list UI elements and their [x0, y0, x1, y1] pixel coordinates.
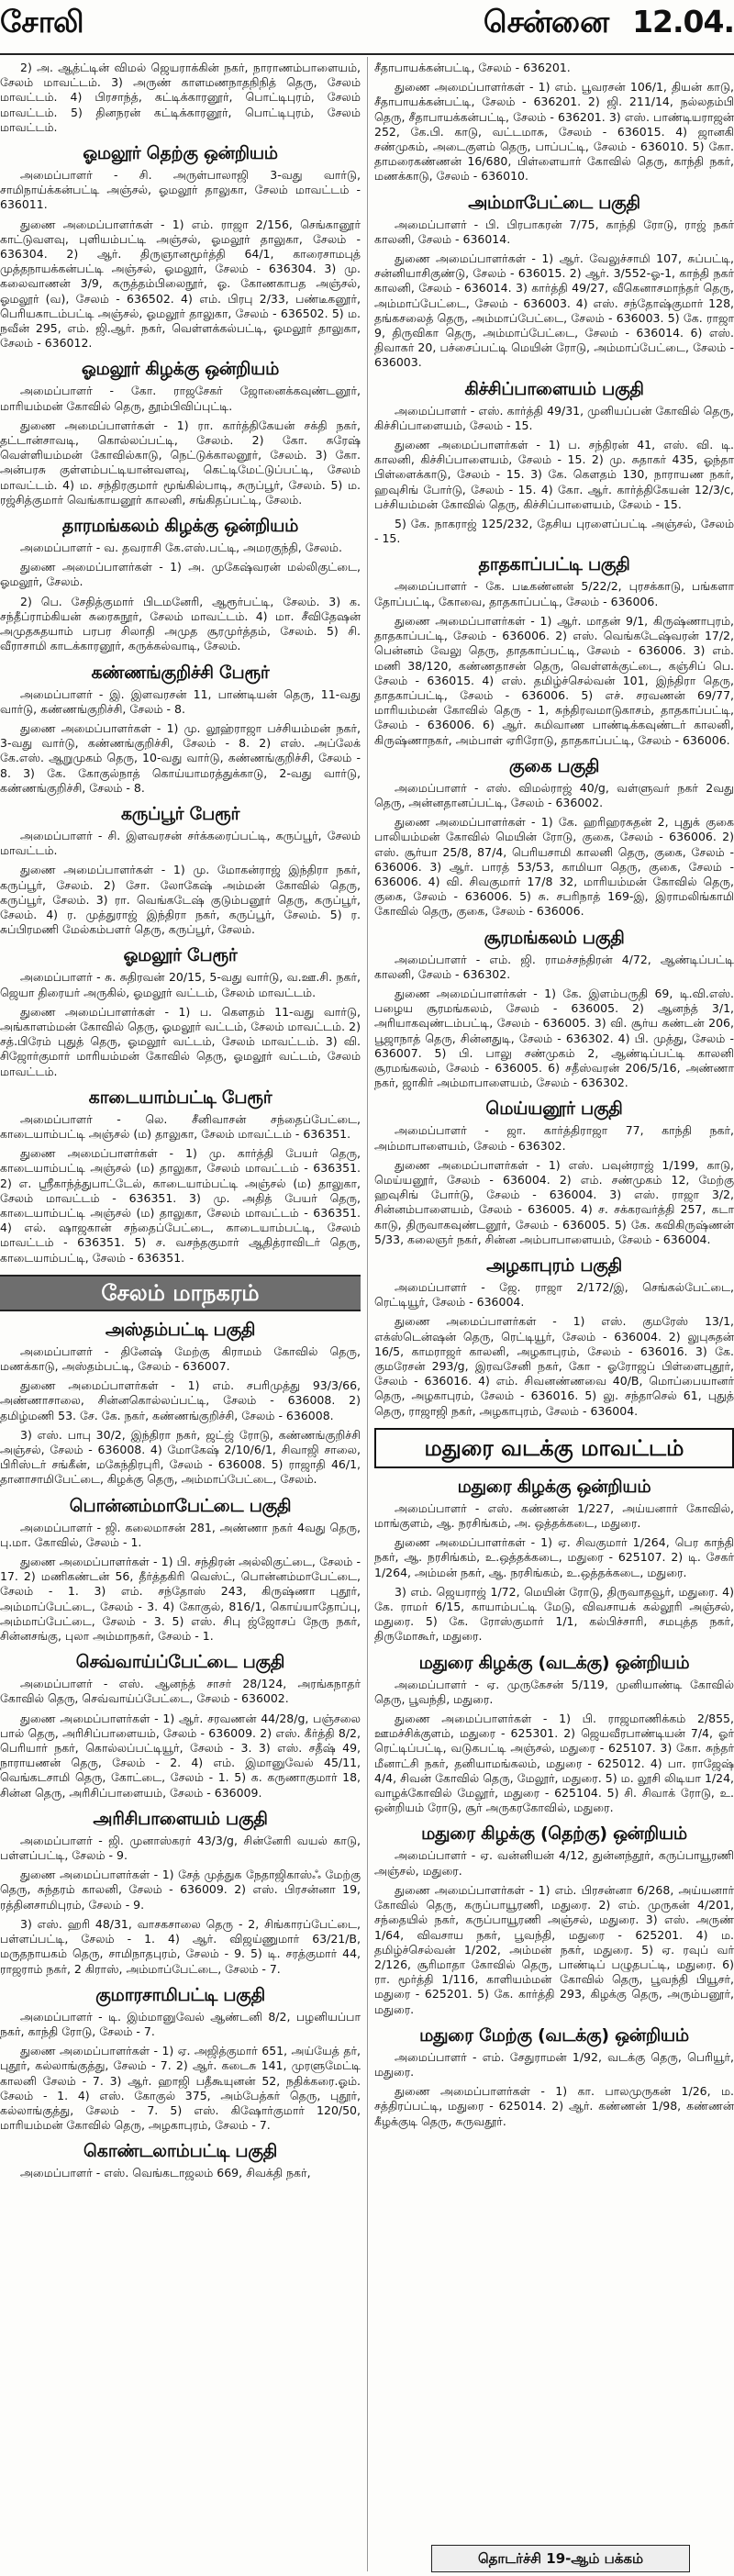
listing-paragraph: 3) எஸ். ஹரி 48/31, வாசகசாலை தெரு - 2, சிங்காரப்பேட்டை, பள்ளப்பட்டி, சேலம் - 1. 4) ஆர். விஜய்ணுமார் 63/21/B, மருதநாயகம் தெரு, சாமிநாதபுரம், சேலம் - 9. 5) டி. சரத்குமார் 44, ராஜராம் நகர், 2 கிராஸ், அம்மாப்பேட்டை, சேலம் - 7. [0, 1916, 361, 1976]
continuation-note: தொடர்ச்சி 19-ஆம் பக்கம் [431, 2545, 690, 2572]
section-heading: அரிசிபாளையம் பகுதி [93, 1808, 268, 1829]
listing-paragraph: அமைப்பாளர் - ஏ. வன்னியன் 4/12, துன்னந்தூர், கருப்பாயூரணி அஞ்சல், மதுரை. [374, 1848, 734, 1878]
listing-paragraph: துணை அமைப்பாளர்கள் - 1) மு. மோகன்ராஜ் இந்திரா நகர், கருப்பூர், சேலம். 2) சோ. லோகேஷ் அம்மன் கோவில் தெரு, கருப்பூர், சேலம். 3) ரா. வெங்கடேஷ் குடும்பனூர் தெரு, கருப்பூர், சேலம். 4) ர. முத்துராஜ் இந்திரா நகர், கருப்பூர், சேலம். 5) ர. சுப்பிரமணி மேல்கம்பளர் தெரு, கருப்பூர், சேலம். [0, 863, 361, 937]
listing-paragraph: துணை அமைப்பாளர்கள் - 1) ஏ. அஜித்குமார் 651, அய்யேத் தர், புதூர், கல்லாங்குத்து, சேலம் - 7. 2) ஆர். கடைசு 141, முரளுமேட்டி காலனி சேலம் - 7. 3) ஆர். ஹாஜி பதீகூயுனன் 52, நதிக்கரை.ஓம். சேலம் - 1. 4) எஸ். கோகுல் 375, அம்பேத்கர் தெரு, புதூர், கல்லாங்குத்து, சேலம் - 7. 5) எஸ். கிஷோர்குமார் 120/50, மாரியம்மன் கோவில் தெரு, அழகாபுரம், சேலம் - 7. [0, 2044, 361, 2133]
listing-paragraph: அமைப்பாளர் - எஸ். கார்த்தி 49/31, முனியப்பன் கோவில் தெரு, கிச்சிப்பாளையம், சேலம் - 15. [374, 403, 734, 432]
masthead [0, 0, 734, 55]
section-heading: சூரமங்கலம் பகுதி [484, 927, 625, 948]
listing-paragraph: துணை அமைப்பாளர்கள் - 1) கா. பாலமுருகன் 1/26, ம. சத்திரப்பட்டி, மதுரை - 625014. 2) ஆர். கண்ணன் 1/98, கண்ணன் கீழக்குடி தெரு, சுருவதூர். [374, 2084, 734, 2128]
listing-paragraph: 2) அ. ஆத்ட்டின் விமல் ஜெயராக்கின் நகர், நாராணம்பாளையம், சேலம் மாவட்டம். 3) அருண் காளமணநாதநிநித் தெரு, சேலம் மாவட்டம். 4) பிரசாந்த், கட்டிக்காரனூர், பொட்டிபுரம், சேலம் மாவட்டம். 5) தினநரன் கட்டிக்காரனூர், பொட்டிபுரம், சேலம் மாவட்டம். [0, 61, 361, 134]
listing-paragraph: அமைப்பாளர் - வ. தவராசி கே.எஸ்.பட்டி, அமரகுந்தி, சேலம். [20, 541, 342, 555]
listing-paragraph: அமைப்பாளர் - ஜி. முனாஸ்கரர் 43/3/g, சின்னேரி வயல் காடு, பள்ளப்பட்டி, சேலம் - 9. [0, 1833, 361, 1863]
listing-paragraph: அமைப்பாளர் - லெ. சீனிவாசன் சந்தைப்பேட்டை, காடையாம்பட்டி அஞ்சல் (ம) தாலுகா, சேலம் மாவட்டம் - 636351. [0, 1111, 361, 1141]
listing-paragraph: 2) பெ. சேதித்குமார் பிடமனேரி, ஆரூர்பட்டி, சேலம். 3) க. சந்தீப்ராம்கியன் சுரைசுநூர், சேலம் மாவட்டம். 4) மா. சீவிதேஷன் அமுதசுதயாம் பரபர சிலாதி அமுத சூரமுர்த்தம், சேலம். 5) சி. வீராசாமி காடக்காரனூர், கருக்கல்வாடி, சேலம். [0, 594, 361, 653]
listing-paragraph: அமைப்பாளர் - ஏ. முருகேசன் 5/119, முனியாண்டி கோவில் தெரு, பூவந்தி, மதுரை. [374, 1677, 734, 1706]
listing-paragraph: அமைப்பாளர் - தினேஷ் மேற்கு கிராமம் கோவில் தெரு, மணக்காடு, அஸ்தம்பட்டி, சேலம் - 636007. [0, 1344, 361, 1373]
listing-paragraph: அமைப்பாளர் - சு. சுதிரவன் 20/15, 5-வது வார்டு, வ.ஊ.சி. நகர், ஜெயா திரையர் அருகில், ஓமலூர் வட்டம், சேலம் மாவட்டம். [0, 970, 361, 999]
listing-paragraph: துணை அமைப்பாளர்கள் - 1) ஆர். சரவணன் 44/28/g, பஞ்சலை பால் தெரு, அரிசிப்பாளையம், சேலம் - 636009. 2) எஸ். கீர்த்தி 8/2, பெரியார் நகர், கொல்லப்பட்டியூர், சேலம் - 3. 3) எஸ். சதீஷ் 49, நாராயணன் தெரு, சேலம் - 2. 4) எம். இமானுவேல் 45/11, வெங்கடசாமி தெரு, கோட்டை, சேலம் - 1. 5) க. கருணாகுமார் 18, சின்ன தெரு, அரிசிப்பாளையம், சேலம் - 636009. [0, 1711, 361, 1800]
listing-paragraph: அமைப்பாளர் - சி. இளவரசன் சர்க்கரைப்பட்டி, கருப்பூர், சேலம் மாவட்டம். [0, 828, 361, 858]
listing-paragraph: துணை அமைப்பாளர்கள் - 1) சேத் முத்துக நேதாஜிகாஸ்ஃ மேற்கு தெரு, சுந்தரம் காலனி, சேலம் - 636009. 2) எஸ். பிரசன்னா 19, ரத்தினசாமிபுரம், சேலம் - 9. [0, 1868, 361, 1912]
listing-paragraph: துணை அமைப்பாளர்கள் - 1) ப. சந்திரன் 41, எஸ். வி. டி. காலனி, கிச்சிப்பாளையம், சேலம் - 15. 2) மு. சுதாகர் 435, ஓந்தா பிள்ளைக்காடு, சேலம் - 15. 3) கே. கௌதம் 130, நாராயண நகர், ஹவுசிங் போர்டு, சேலம் - 15. 4) கோ. ஆர். கார்த்திகேயன் 12/3/c, பச்சியம்மன் கோவில் தெரு, கிச்சிப்பாளையம், சேலம் - 15. [374, 438, 734, 511]
listing-paragraph: துணை அமைப்பாளர்கள் - 1) கே. ஹரிஹரசுதன் 2, புதுக் குகை பாலியம்மன் கோவில் மெயின் ரோடு, குகை, சேலம் - 636006. 2) எஸ். சூர்யா 25/8, 87/4, பெரியசாமி காலனி தெரு, குகை, சேலம் - 636006. 3) ஆர். பாரத் 53/53, காமியா தெரு, குகை, சேலம் - 636006. 4) வி. சிவகுமார் 17/8 32, மாரியம்மன் கோவில் தெரு, குகை, சேலம் - 636006. 5) சு. சபரிநாத் 169-இ, இராமலிங்காமி கோவில் தெரு, குகை, சேலம் - 636006. [374, 815, 734, 919]
section-heading: மெய்யனூர் பகுதி [485, 1098, 623, 1120]
section-heading: காடையாம்பட்டி பேரூர் [88, 1087, 272, 1108]
listing-paragraph: துணை அமைப்பாளர்கள் - 1) எம். சபரிமுத்து 93/3/66, அண்ணாசாலை, சின்னகொல்லப்பட்டி, சேலம் - 636008. 2) தமிழ்மணி 53. சே. கே. நகர், கண்ணங்குறிச்சி, சேலம் - 636008. [0, 1378, 361, 1422]
left-column [0, 61, 361, 2570]
section-heading: கண்ணங்குறிச்சி பேரூர் [91, 662, 270, 683]
listing-paragraph: அமைப்பாளர் - ஜி. கலைமாசன் 281, அண்ணா நகர் 4வது தெரு, பு.மா. கோவில், சேலம் - 1. [0, 1520, 361, 1549]
listing-paragraph: அமைப்பாளர் - எஸ். விமல்ராஜ் 40/g, வள்ளுவர் நகர் 2வது தெரு, அன்னதானப்பட்டி, சேலம் - 636002. [374, 780, 734, 809]
dateline [484, 4, 734, 44]
listing-paragraph: 3) எஸ். பாபு 30/2, இந்திரா நகர், ஜட்ஜ் ரோடு, கண்ணங்குறிச்சி அஞ்சல், சேலம் - 636008. 4) மோகேஷ் 2/10/6/1, சிவாஜி சாலை, பிரிஸ்டர் சங்கீன், மகேந்திரபுரி, சேலம் - 636008. 5) ராஜாதி 46/1, தானாசாமிபேட்டை, கிழக்கு தெரு, அம்மாப்பேட்டை, சேலம். [0, 1427, 361, 1487]
section-heading: குகை பகுதி [508, 755, 600, 776]
section-heading: அம்மாபேட்டை பகுதி [468, 192, 640, 213]
section-heading: அழகாபுரம் பகுதி [486, 1255, 622, 1276]
listing-paragraph: அமைப்பாளர் - எஸ். வெங்கடாஜலம் 669, சிவக்தி நகர், [20, 2166, 311, 2180]
listing-paragraph: துணை அமைப்பாளர்கள் - 1) மு. கார்த்தி பேயர் தெரு, காடையாம்பட்டி அஞ்சல் (ம) தாலுகா, சேலம் மாவட்டம் - 636351. 2) எ. ஸ்ரீகாந்த்துபாட்டேல், காடையாம்பட்டி அஞ்சல் (ம) தாலுகா, சேலம் மாவட்டம் - 636351. 3) மு. அதித் பேயர் தெரு, காடையாம்பட்டி அஞ்சல் (ம) தாலுகா, சேலம் மாவட்டம் - 636351. 4) எல். ஷாஜகான் சந்தைப்பேட்டை, காடையாம்பட்டி, சேலம் மாவட்டம் - 636351. 5) ச. வசந்தகுமார் ஆதித்ராவிடர் தெரு, காடையாம்பட்டி, சேலம் - 636351. [0, 1146, 361, 1265]
listing-paragraph: அமைப்பாளர் - கே. படீகண்னன் 5/22/2, புரசக்காடு, பங்களா தோப்பட்டி, கோவை, தாதகாப்பட்டி, சேலம் - 636006. [374, 579, 734, 608]
listing-paragraph: துணை அமைப்பாளர்கள் - 1) பி. ராஜமாணிக்கம் 2/855, ஊமச்சிக்குளம், மதுரை - 625301. 2) ஜெயவீரபாண்டியன் 7/4, ஓர் ரெட்டிப்பட்டி, வடுகபட்டி அஞ்சல், மதுரை - 625107. 3) கோ. சுந்தர் மீனாட்சி நகர், தனியாமங்கலம், மதுரை - 625012. 4) பா. ராஜேஷ் 4/4, சிவன் கோவில் தெரு, மேலூர், மதுரை. 5) ம. லூசி லிடியா 1/24, வாழக்கோவில் மேலூர், மதுரை - 625104. 5) சி. சிவாக் ரோடு, உ. ஒன்றியம் ரோடு, சூர் அருகரகோவில், மதுரை. [374, 1712, 734, 1815]
listing-paragraph: துணை அமைப்பாளர்கள் - 1) எம். பிரசன்னா 6/268, அய்யனார் கோவில் தெரு, கருப்பாயூரணி, மதுரை. 2) எம். முருகன் 4/201, சந்தையில் நகர், கருப்பாயூரணி அஞ்சல், மதுரை. 3) எஸ். அருண் 1/64, விவசாய நகர், பூவந்தி, மதுரை - 625201. 4) ம. தமிழ்ச்செல்வன் 1/202, அம்மன் நகர், மதுரை. 5) ஏ. ரவுப் வர் 2/126, சூரிமாதா கோவில் தெரு, பாண்டிப் பழுதபட்டி, மதுரை. 6) ரா. மூர்த்தி 1/116, காளியம்மன் கோவில் தெரு, பூவந்தி பியூசர், மதுரை - 625201. 5) கே. கார்த்தி 293, கிழக்கு தெரு, அரும்பனூர், மதுரை. [374, 1882, 734, 2016]
city-name: சென்னை [483, 4, 609, 39]
section-heading: தாதகாப்பட்டி பகுதி [478, 554, 630, 575]
listing-paragraph: அமைப்பாளர் - ஜே. ராஜா 2/172/இ, செங்கல்பேட்டை, ரெட்டியூர், சேலம் - 636004. [374, 1280, 734, 1310]
listing-paragraph: அமைப்பாளர் - சி. அருள்பாலாஜி 3-வது வார்டு, சாமிநாய்க்கன்பட்டி அஞ்சல், ஓமலூர் தாலுகா, சேலம் மாவட்டம் - 636011. [0, 168, 361, 212]
listing-paragraph: அமைப்பாளர் - பி. பிரபாகரன் 7/75, காந்தி ரோடு, ராஜ் நகர் காலனி, சேலம் - 636014. [374, 217, 734, 246]
section-heading: ஓமலூர் தெற்கு ஒன்றியம் [83, 143, 278, 164]
listing-paragraph: அமைப்பாளர் - எம். சேதுராமன் 1/92, வடக்கு தெரு, பெரியூர், மதுரை. [374, 2049, 734, 2079]
listing-paragraph: துணை அமைப்பாளர்கள் - 1) ரா. கார்த்திகேயன் சக்தி நகர், தட்டான்சாவடி, கொல்லப்பட்டி, சேலம். 2) கோ. சுரேஷ் வெள்ளியம்மன் கோவில்காடு, நெட்டுக்காலனூர், சேலம். 3) கோ. அன்பரசு குள்ளம்பட்டியான்வளவு, கெட்டிமேட்டுப்பட்டி, சேலம் மாவட்டம். 4) ம. சந்திரகுமார் மூங்கில்பாடி, சுருப்பூர், சேலம். 5) ம. ரஜ்சித்குமார் வெங்காயனூர் காலனி, சங்கிதப்பட்டி, சேலம். [0, 418, 361, 507]
section-heading: மதுரை மேற்கு (வடக்கு) ஒன்றியம் [419, 2024, 689, 2046]
section-heading: ஓமலூர் பேரூர் [123, 945, 238, 966]
listing-paragraph: அமைப்பாளர் - எஸ். கண்ணன் 1/227, அய்யனார் கோவில், மாங்குளம், ஆ. நரசிங்கம், அ. ஒத்தக்கடை, மதுரை. [374, 1500, 734, 1531]
section-heading: அஸ்தம்பட்டி பகுதி [105, 1319, 256, 1340]
district-banner: சேலம் மாநகரம் [0, 1275, 361, 1311]
section-heading: மதுரை கிழக்கு (தெற்கு) ஒன்றியம் [421, 1823, 687, 1845]
column-divider [367, 57, 368, 2571]
listing-paragraph: துணை அமைப்பாளர்கள் - 1) ஆர். மாதன் 9/1, கிருஷ்ணாபுரம், தாதகாப்பட்டி, சேலம் - 636006. 2) எஸ். வெங்கடேஷ்வரன் 17/2, பென்னம் வேலு தெரு, தாதகாப்பட்டி, சேலம் - 636006. 3) எம். மணி 38/120, கண்ணதாசன் தெரு, வெள்ளக்குட்டை, கஞ்சிப் பெ. சேலம் - 636015. 4) எஸ். தமிழ்ச்செல்வன் 101, இந்திரா தெரு, தாதகாப்பட்டி, சேலம் - 636006. 5) எச். சரவணன் 69/77, மாரியம்மன் கோவில் தெரு - 1, சுந்திரவமாடுகாசம், தாதகாப்பட்டி, சேலம் - 636006. 6) ஆர். சுமிவாண பாண்டிக்கவுண்டர் காலனி, கிருஷ்ணாநகர், அம்பாள் ஏரிரோடு, தாதகாப்பட்டி, சேலம் - 636006. [374, 613, 734, 747]
listing-paragraph: துணை அமைப்பாளர்கள் - 1) கே. இளம்பருதி 69, டி.வி.எஸ். பழைய சூரமங்கலம், சேலம் - 636005. 2) ஆனந்த் 3/1, அரியாகவுண்டம்பட்டி, சேலம் - 636005. 3) வி. சூர்ய கண்டன் 206, பூஜாநாத் தெரு, சின்னதுடி, சேலம் - 636302. 4) பி. முத்து, சேலம் - 636007. 5) பி. பாலு சண்முகம் 2, ஆண்டிப்பட்டி காலனி சூரமங்கலம், சேலம் - 636005. 6) சதீஸ்வரன் 206/5/16, அண்ணா நகர், ஜாகிர் அம்மாபாளையம், சேலம் - 636302. [374, 986, 734, 1090]
newspaper-name: சோலி [0, 4, 83, 39]
section-heading: மதுரை கிழக்கு (வடக்கு) ஒன்றியம் [418, 1652, 690, 1673]
section-heading: பொன்னம்மாபேட்டை பகுதி [69, 1495, 292, 1516]
listing-paragraph: சீதாபாயக்கன்பட்டி, சேலம் - 636201. [374, 61, 571, 74]
section-heading: மதுரை கிழக்கு ஒன்றியம் [457, 1476, 651, 1497]
section-heading: குமாரசாமிபட்டி பகுதி [95, 1984, 265, 2005]
listing-paragraph: அமைப்பாளர் - கோ. ராஜசேகர் ஜோனைக்கவுண்டனூர், மாரியம்மன் கோவில் தெரு, தூம்பிவிப்புட்டி. [0, 384, 361, 413]
listing-paragraph: அமைப்பாளர் - எஸ். ஆனந்த் சாசர் 28/124, அரங்கநாதர் கோவில் தெரு, செவ்வாய்ப்பேட்டை, சேலம் - 636002. [0, 1677, 361, 1706]
listing-paragraph: அமைப்பாளர் - ஜா. கார்த்திராஜா 77, காந்தி நகர், அம்மாபாளையம், சேலம் - 636302. [374, 1123, 734, 1153]
listing-paragraph: துணை அமைப்பாளர்கள் - 1) எஸ். குமரேஸ் 13/1, எக்ஸ்டென்ஷன் தெரு, ரெட்டியூர், சேலம் - 636004. 2) லுபுசுதன் 16/5, காமராஜர் காலனி, அழகாபுரம், சேலம் - 636016. 3) கே. குமரேசன் 293/g, இரவசேனி நகர், கோ - ஓரோஜப் பிள்ளைபுதூர், சேலம் - 636016. 4) எம். சிவனண்ணவை 40/B, மொப்பையானர் தெரு, அழகாபுரம், சேலம் - 636016. 5) லு. சந்தாசெல் 61, புதுத் தெரு, ராஜாஜி நகர், அழகாபுரம், சேலம் - 636004. [374, 1314, 734, 1418]
section-heading: தாரமங்கலம் கிழக்கு ஒன்றியம் [61, 516, 299, 537]
section-heading: செவ்வாய்ப்பேட்டை பகுதி [75, 1652, 285, 1673]
section-heading: கொண்டலாம்பட்டி பகுதி [83, 2141, 278, 2162]
listing-paragraph: துணை அமைப்பாளர்கள் - 1) ப. கௌதம் 11-வது வார்டு, அங்காளம்மன் கோவில் தெரு, ஓமலூர் வட்டம், சேலம் மாவட்டம். 2) சத்.பிரேம் புதுத் தெரு, ஓமலூர் வட்டம், சேலம் மாவட்டம். 3) வி. சிஜோர்குமார் மாரியம்மன் கோவில் தெரு, ஓமலூர் வட்டம், சேலம் மாவட்டம். [0, 1004, 361, 1078]
listing-paragraph: துணை அமைப்பாளர்கள் - 1) மு. லூஹ்ராஜா பச்சியம்மன் நகர், 3-வது வார்டு, கண்ணங்குறிச்சி, சேலம் - 8. 2) எஸ். அப்லேக் கே.எஸ். ஆறுமுகம் தெரு, 10-வது வார்டு, கண்ணங்குறிச்சி, சேலம் - 8. 3) கே. கோகுல்நாத் கொய்யாமரத்துக்காடு, 2-வது வார்டு, கண்ணங்குறிச்சி, சேலம் - 8. [0, 720, 361, 795]
listing-paragraph: அமைப்பாளர் - எம். ஜி. ராமச்சந்திரன் 4/72, ஆண்டிப்பட்டி காலனி, சேலம் - 636302. [374, 952, 734, 981]
right-column [374, 61, 734, 2570]
listing-paragraph: துணை அமைப்பாளர்கள் - 1) எம். ராஜா 2/156, செங்கானூர் காட்டுவளவு, புளியம்பட்டி அஞ்சல், ஓமலூர் தாலுகா, சேலம் - 636304. 2) ஆர். திருஞானமூர்த்தி 64/1, காரைசாமபுத் முத்தநாயக்கன்பட்டி அஞ்சல், ஓமலூர், சேலம் - 636304. 3) மு. கலைவாணன் 3/9, கருத்தம்பிலைநூர், ஓ. கோணகாபத அஞ்சல், ஓமலூர் (வ), சேலம் - 636502. 4) எம். பிரபு 2/33, பண்டீகனூர், பெரியகாடம்பட்டி அஞ்சல், ஓமலூர் தாலுகா, சேலம் - 636502. 5) ம. நவீன் 295, எம். ஜி.ஆர். நகர், வெள்ளக்கல்பட்டி, ஓமலூர் தாலுகா, சேலம் - 636012. [0, 217, 361, 351]
listing-paragraph: 5) கே. நாகராஜ் 125/232, தேசிய புரளைப்பட்டி அஞ்சல், சேலம் - 15. [374, 517, 734, 546]
section-heading: கருப்பூர் பேரூர் [120, 803, 240, 824]
district-box-heading: மதுரை வடக்கு மாவட்டம் [374, 1428, 734, 1468]
issue-date: 12.04. [632, 4, 734, 39]
listing-paragraph: துணை அமைப்பாளர்கள் - 1) எம். பூவரசன் 106/1, தியன் காடு, சீதாபாயக்கன்பட்டி, சேலம் - 636201. 2) ஜி. 211/14, நல்லதம்பி தெரு, சீதாபாயக்கன்பட்டி, சேலம் - 636201. 3) எஸ். பாண்டியராஜன் 252, கே.பி. காடு, வட்டமாசு, சேலம் - 636015. 4) ஜானகி சண்முகம், அடைகுளம் தெரு, பாப்பட்டி, சேலம் - 636010. 5) கோ. தாமரைகண்ணன் 16/680, பிள்ளையார் கோவில் தெரு, காந்தி நகர், மணக்காடு, சேலம் - 636010. [374, 80, 734, 184]
listing-paragraph: துணை அமைப்பாளர்கள் - 1) பி. சந்திரன் அல்லிகுட்டை, சேலம் - 17. 2) மணிகண்டன் 56, தீர்த்தகிரி வெஸ்ட், பொன்னம்மாபேட்டை, சேலம் - 1. 3) எம். சந்தோஸ் 243, கிருஷ்ணா புதூர், அம்மாப்பேட்டை, சேலம் - 3. 4) கோகுல், 816/1, கொய்யாதோப்பு, அம்மாப்பேட்டை, சேலம் - 3. 5) எஸ். சிபு ஜ்ஜோசப் நேரு நகர், சின்னசங்கு, புலா அம்மாநகர், சேலம் - 1. [0, 1555, 361, 1644]
listing-paragraph: துணை அமைப்பாளர்கள் - 1) ஏ. சிவகுமார் 1/264, பெர காந்தி நகர், ஆ. நரசிங்கம், உ.ஒத்தக்கடை, மதுரை - 625107. 2) டி. சேகர் 1/264, அம்மன் நகர், ஆ. நரசிங்கம், உ.ஒத்தக்கடை, மதுரை. [374, 1535, 734, 1579]
listing-paragraph: அமைப்பாளர் - டி. இம்மானுவேல் ஆண்டனி 8/2, பழனியப்பா நகர், காந்தி ரோடு, சேலம் - 7. [0, 2009, 361, 2038]
section-heading: கிச்சிப்பாளையம் பகுதி [464, 378, 644, 399]
section-heading: ஓமலூர் கிழக்கு ஒன்றியம் [81, 359, 280, 380]
listing-paragraph: துணை அமைப்பாளர்கள் - 1) எஸ். பவுன்ராஜ் 1/199, காடு, மெய்யனூர், சேலம் - 636004. 2) எம். சண்முகம் 12, மேற்கு ஹவுசிங் போர்டு, சேலம் - 636004. 3) எஸ். ராஜா 3/2, சின்னம்பாளையம், சேலம் - 636005. 4) ச. சக்கரவர்த்தி 257, கடா காடு, திருவாகவுண்டனூர், சேலம் - 636005. 5) கே. கவிகிருஷ்ணன் 5/33, கலைஞர் நகர், சின்ன அம்பாபாளையம், சேலம் - 636004. [374, 1157, 734, 1246]
listing-paragraph: 3) எம். ஜெயராஜ் 1/72, மெயின் ரோடு, திருவாதவூர், மதுரை. 4) கே. ராமர் 6/15, காயாம்பட்டி மேடு, விவசாயக் கல்லூரி அஞ்சல், மதுரை. 5) கே. ரோஸ்குமார் 1/1, கல்பிச்சாரி, சமபுத்த நகர், திருமோகூர், மதுரை. [374, 1584, 734, 1644]
listing-paragraph: அமைப்பாளர் - இ. இளவரசன் 11, பாண்டியன் தெரு, 11-வது வார்டு, கண்ணங்குறிச்சி, சேலம் - 8. [0, 686, 361, 716]
listing-paragraph: துணை அமைப்பாளர்கள் - 1) அ. முகேஷ்வரன் மல்லிகுட்டை, ஓமலூர், சேலம். [0, 560, 361, 589]
listing-paragraph: துணை அமைப்பாளர்கள் - 1) ஆர். வேலுச்சாமி 107, சுப்பட்டி, சன்னியாசிகுண்டு, சேலம் - 636015. 2) ஆர். 3/552-ஓ-1, காந்தி நகர் காலனி, சேலம் - 636014. 3) கார்த்தி 49/27, வீகெனாசமாந்தர் தெரு, அம்மாப்பேட்டை, சேலம் - 636003. 4) எஸ். சந்தோஷ்குமார் 128, தங்கசலைத் தெரு, அம்மாப்பேட்டை, சேலம் - 636003. 5) கே. ராஜா 9, திருவிகா தெரு, அம்மாப்பேட்டை, சேலம் - 636014. 6) எஸ். திவாகர் 20, பச்சைப்பட்டி மெயின் ரோடு, அம்மாப்பேட்டை, சேலம் - 636003. [374, 251, 734, 370]
